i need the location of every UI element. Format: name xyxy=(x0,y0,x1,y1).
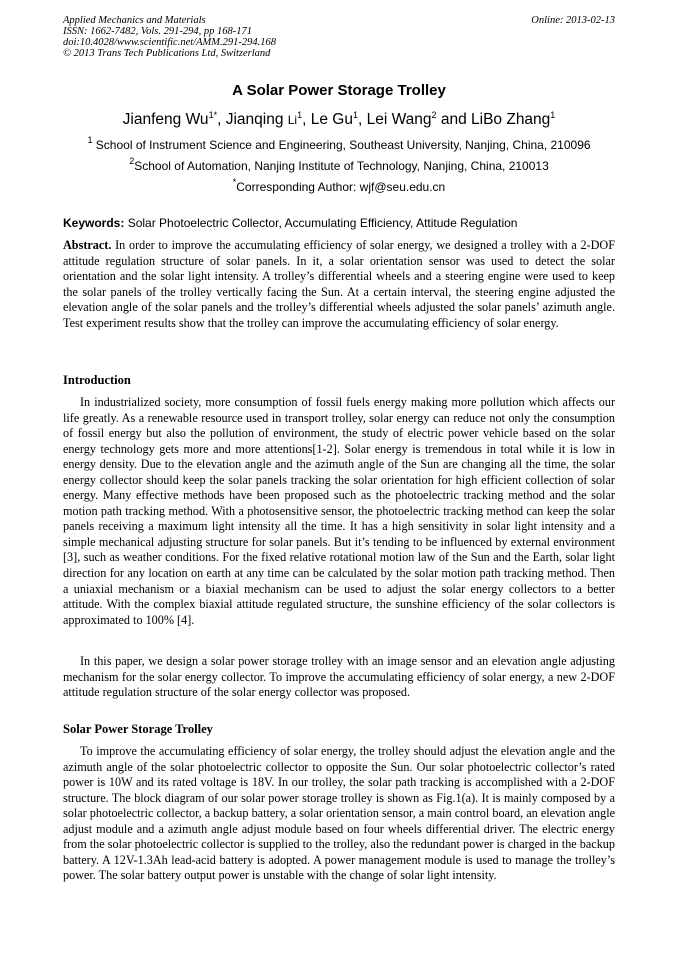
author-name: Jianfeng Wu xyxy=(122,111,209,128)
section-heading-introduction: Introduction xyxy=(63,373,131,387)
author-separator: , xyxy=(302,111,311,128)
corresponding-author xyxy=(0,177,678,194)
author-name: LiBo Zhang xyxy=(471,111,551,128)
author-list xyxy=(0,111,678,129)
keywords-label: Keywords: xyxy=(63,216,125,230)
paper-title: A Solar Power Storage Trolley xyxy=(232,82,446,99)
author-affil-mark: 2 xyxy=(431,110,437,120)
intro-paragraph-1: In industrialized society, more consumption of fossil fuels energy making more pollution which affects our life greatly. As a renewable resource used in transport trolley, solar energy can reduce not only the consumption of fossil energy but also the pollution of environment, the study of electric power vehicle based on the solar energy technology gets more and more attentions[1-2]. Solar energy is tremendous in total while it is low in energy density. Due to the elevation angle and the azimuth angle of the Sun are changing all the time, the solar energy collector should keep the solar panels tracking the solar orientation for high efficient collection of solar energy. Many effective methods have been proposed such as the photoelectric tracking method and the solar motion path tracking method. With a photosensitive sensor, the photoelectric tracking method can keep the solar panels receiving a maximum light intensity all the time. It has a high sensitivity in solar light intensity and a simple mechanical adjusting structure for solar panels. But it’s tending to be influenced by external environment [3], such as weather conditions. For the fixed relative rotational motion law of the Sun and the Earth, solar light direction for any location on earth at any time can be calculated by the solar motion path tracking method. Then a uniaxial mechanism or a biaxial mechanism can be used to adjust the solar energy collectors to a better attitude. With the complex biaxial attitude regulated structure, the sunshine efficiency of the solar collectors is approximated to 100% [4]. xyxy=(63,395,615,627)
abstract xyxy=(63,238,615,331)
doi-line: doi:10.4028/www.scientific.net/AMM.291-294.168 xyxy=(63,37,276,48)
author-separator: , xyxy=(217,111,226,128)
keywords-text: Solar Photoelectric Collector, Accumulating Efficiency, Attitude Regulation xyxy=(127,216,518,230)
author-affil-mark: 1* xyxy=(208,110,218,120)
corr-text: Corresponding Author: wjf@seu.edu.cn xyxy=(236,180,446,194)
section-heading-trolley: Solar Power Storage Trolley xyxy=(63,722,213,736)
affil-text: School of Instrument Science and Engineering, Southeast University, Nanjing, China, 210096 xyxy=(95,138,591,152)
copyright-line: © 2013 Trans Tech Publications Ltd, Switzerland xyxy=(63,48,271,59)
intro-paragraph-2: In this paper, we design a solar power storage trolley with an image sensor and an elevation angle adjusting mechanism for the solar energy collector. To improve the accumulating efficiency of solar energy, a new 2-DOF attitude regulation structure of the solar energy collector was proposed. xyxy=(63,654,615,700)
author-name: Lei Wang xyxy=(366,111,432,128)
affiliation-1 xyxy=(0,135,678,152)
author-separator: , xyxy=(357,111,367,128)
abstract-label: Abstract. xyxy=(63,238,112,252)
abstract-text: In order to improve the accumulating efficiency of solar energy, we designed a trolley with a 2-DOF attitude regulation structure of solar panels. In it, a solar orientation sensor was used to detect the solar orientation and the solar light intensity. A trolley’s differential wheels and a steering engine were used to keep the solar panels of the trolley vertically facing the Sun. At a certain interval, the steering engine adjusted the elevation angle of the solar panels and the trolley’s differential wheels adjusted the solar panels’ azimuth angle. Test experiment results show that the trolley can improve the accumulating efficiency of solar energy. xyxy=(63,238,615,330)
issn-line: ISSN: 1662-7482, Vols. 291-294, pp 168-171 xyxy=(63,26,252,37)
author-name-part: Li xyxy=(287,113,298,127)
affil-mark: 1 xyxy=(87,135,93,145)
author-name: Le Gu xyxy=(310,111,353,128)
journal-name: Applied Mechanics and Materials xyxy=(63,15,206,26)
affil-mark: * xyxy=(232,177,237,187)
keywords xyxy=(63,216,615,230)
author-affil-mark: 1 xyxy=(550,110,556,120)
online-date: Online: 2013-02-13 xyxy=(531,15,615,26)
journal-header xyxy=(63,15,615,59)
affil-mark: 2 xyxy=(129,156,135,166)
affiliation-2 xyxy=(0,156,678,173)
trolley-paragraph-1: To improve the accumulating efficiency of solar energy, the trolley should adjust the elevation angle and the azimuth angle of the solar photoelectric collector to opposite the Sun. Our solar photoelectric collector’s rated power is 10W and its rated voltage is 18V. In our trolley, the solar path tracking is accomplished with a 2-DOF structure. The block diagram of our solar power storage trolley is shown as Fig.1(a). It is mainly composed by a solar photoelectric collector, a backup battery, a solar orientation sensor, a main control board, an elevation angle adjust module and a azimuth angle adjust module based on four wheels differential driver. The electric energy from the solar photoelectric collector is supplied to the trolley, also the redundant power is charged in the backup battery. A 12V-1.3Ah lead-acid battery is adopted. A power management module is used to manage the trolley’s power. The solar battery output power is unstable with the change of solar light intensity. xyxy=(63,744,615,883)
author-affil-mark: 1 xyxy=(352,110,358,120)
affil-text: School of Automation, Nanjing Institute of Technology, Nanjing, China, 210013 xyxy=(134,159,549,173)
author-affil-mark: 1 xyxy=(297,110,303,120)
author-name: Jianqing xyxy=(225,111,288,128)
author-conjunction: and xyxy=(436,111,472,128)
